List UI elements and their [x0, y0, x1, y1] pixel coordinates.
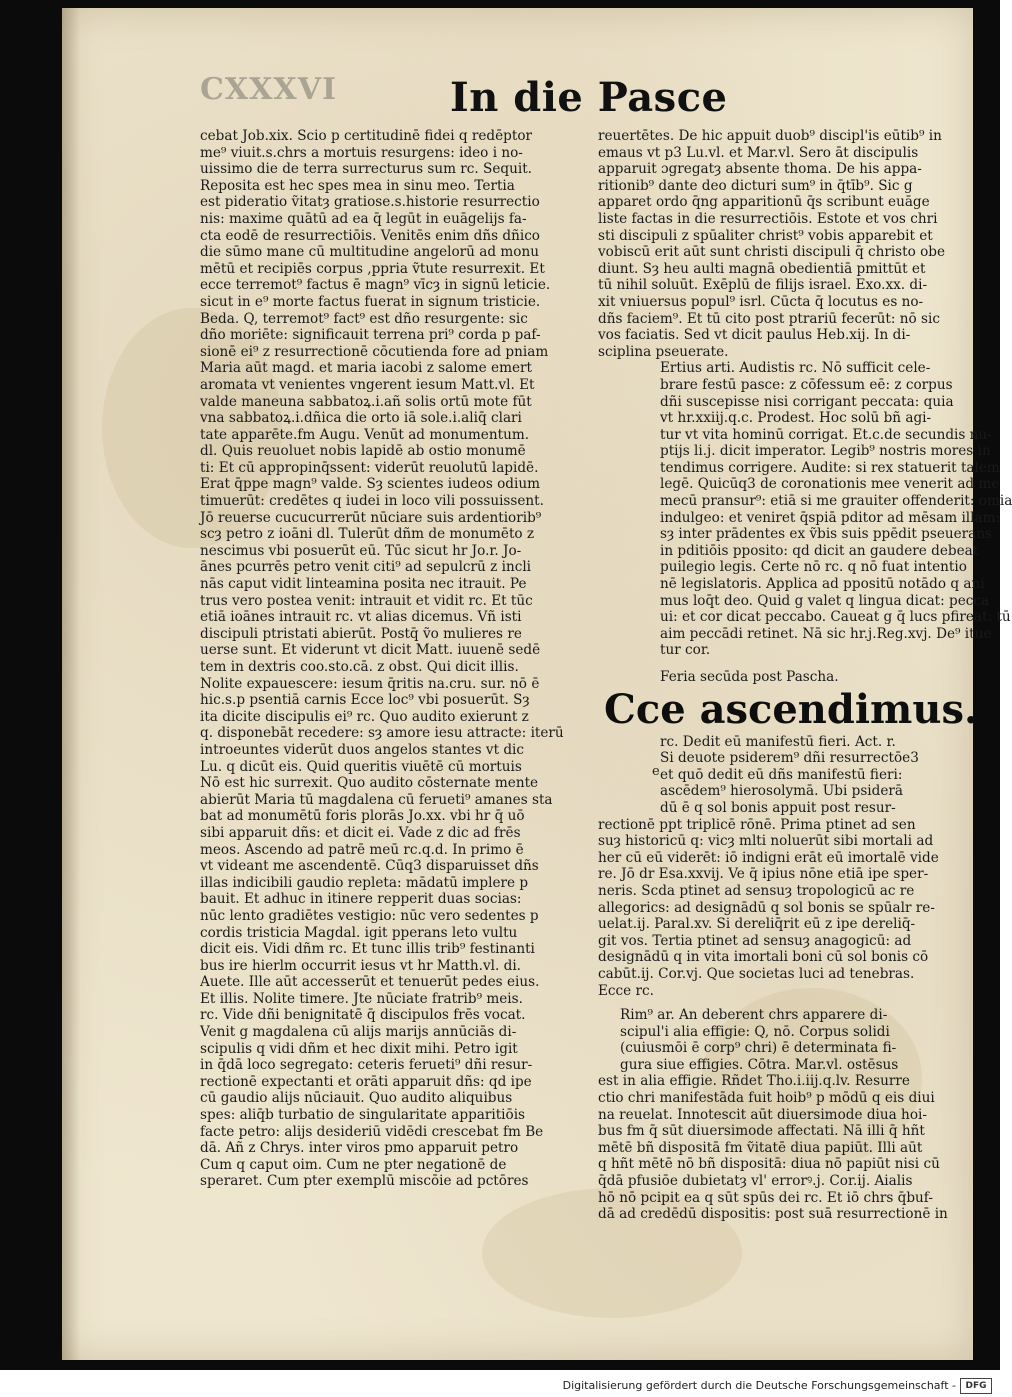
text-line: aim peccādi retinet. Nā sic hr.j.Reg.xvj. De⁹ itue	[660, 625, 992, 642]
text-line: Ecce rc.	[598, 982, 654, 999]
text-line: q hñt mētē nō bñ dispositā: diua nō papiūt nisi cū	[598, 1156, 940, 1173]
text-line: dicit eis. Vidi dñm rc. Et tunc illis trib⁹ festinanti	[200, 941, 535, 958]
text-line: nūc lento gradiētes vestigio: nūc vero sedentes p	[200, 907, 539, 924]
text-line: dñs faciem⁹. Et tū cito post ptrariū fecerūt: nō sic	[598, 310, 940, 327]
text-line: mētū et recipiēs corpus ,ppria ṽtute resurrexit. Et	[200, 260, 545, 277]
text-line: bus fm q̄ sūt diuersimode affectati. Nā illi q̄ hñt	[598, 1123, 925, 1140]
text-line: bus ire hierlm occurrit iesus vt hr Matth.vl. di.	[200, 957, 521, 974]
text-line: Rim⁹ ar. An deberent chrs apparere di-	[620, 1007, 888, 1024]
text-line: Cum q caput oim. Cum ne pter negationē de	[200, 1156, 507, 1173]
text-line: q̄dā pfusiōe dubietatȝ vl' errorꝰ.j. Cor.ij. Aialis	[598, 1173, 913, 1190]
text-line: facte petro: alijs desideriū vidēdi crescebat fm Be	[200, 1123, 544, 1140]
text-line: tū nihil soluūt. Exēplū de filijs israel. Exo.xx. di-	[598, 277, 928, 294]
text-line: est pideratio ṽitatȝ gratiose.s.historie resurrectio	[200, 194, 540, 211]
text-line: gura siue effigies. Cōtra. Mar.vl. ostēsus	[620, 1056, 899, 1073]
right-text-column	[598, 128, 1012, 1223]
text-line: Venit g magdalena cū alijs marijs annūciās di-	[200, 1024, 517, 1041]
text-line: vt videant me ascendentē. Cūq3 disparuisset dñs	[200, 858, 539, 875]
text-line: dñi suscepisse nisi corrigant peccata: quia	[660, 393, 954, 410]
text-line: diunt. Sȝ heu aulti magnā obedientiā pmittūt et	[598, 260, 926, 277]
text-line: tendimus corrigere. Audite: si rex statuerit talem	[660, 459, 1000, 476]
text-line: tur vt vita hominū corrigat. Et.c.de secundis nu-	[660, 426, 992, 443]
text-line: apparuit ɔgregatȝ absente thoma. De his appa-	[598, 161, 922, 178]
text-line: ui: et cor dicat peccabo. Caueat g q̄ lucs pfireat: tū	[660, 609, 1011, 626]
text-line: est in alia effigie. Rñdet Tho.i.iij.q.lv. Resurre	[598, 1073, 910, 1090]
text-line: tate apparēte.fm Augu. Venūt ad monumentum.	[200, 426, 530, 443]
text-line: uissimo die de terra surrecturus sum rc. Sequit.	[200, 161, 533, 178]
text-line: q. disponebāt recedere: sȝ amore iesu attracte: iterū	[200, 725, 564, 742]
text-line: spes: aliq̄b turbatio de singularitate apparitiōis	[200, 1107, 526, 1124]
text-line: dl. Quis reuoluet nobis lapidē ab ostio monumē	[200, 443, 526, 460]
text-line: uerse sunt. Et viderunt vt dicit Matt. iuuenē sedē	[200, 642, 541, 659]
text-line: sȝ inter prādentes ex ṽbis suis ppēdit pseuerans	[660, 526, 992, 543]
right-column-tertius-block	[598, 360, 1012, 659]
text-line: scȝ petro z ioāni dl. Tulerūt dñm de monumēto z	[200, 526, 535, 543]
text-line: nescimus vbi posuerūt eū. Tūc sicut hr Jo.r. Jo-	[200, 542, 522, 559]
text-line: cū gaudio alijs nūciauit. Quo audito aliquibus	[200, 1090, 513, 1107]
text-line: rc. Vide dñi benignitatē q̄ discipulos frēs vocat.	[200, 1007, 526, 1024]
text-line: cebat Job.xix. Scio p certitudinē fidei q redēptor	[200, 128, 533, 144]
text-line: vna sabbatoꝝ.i.dñica die orto iā sole.i.aliq̄ clari	[200, 410, 522, 427]
text-line: rc. Dedit eū manifestū fieri. Act. r.	[660, 733, 896, 750]
text-line: cordis tristicia Magdal. igit pperans leto vultu	[200, 924, 518, 941]
text-line: ānes pcurrēs petro venit citi⁹ ad sepulcrū z incli	[200, 559, 532, 576]
text-line: apparet ordo q̄ng apparitionū q̄s scribunt euāge	[598, 194, 930, 211]
text-line: scipul'i alia effigie: Q, nō. Corpus solidi	[620, 1023, 890, 1040]
text-line: die sūmo mane cū multitudine angelorū ad monu	[200, 244, 539, 261]
text-line: rectionē ppt triplicē rōnē. Prima ptinet ad sen	[598, 816, 916, 833]
text-line: tem in dextris coo.sto.cā. z obst. Qui dicit illis.	[200, 659, 519, 675]
right-column-question-block	[598, 1007, 960, 1223]
text-line: mētē bñ dispositā fm ṽitatē diua papiūt. Illi aūt	[598, 1139, 923, 1156]
text-line: mus loq̄t deo. Quid g valet q lingua dicat: pecca	[660, 592, 990, 609]
text-line: indulgeo: et veniret q̄spiā pditor ad mēsam illam:	[660, 509, 1001, 526]
text-line: xit vniuersus popul⁹ isrl. Cūcta q̄ locutus es no-	[598, 293, 924, 310]
text-line: na reuelat. Innotescit aūt diuersimode diua hoi-	[598, 1106, 927, 1123]
text-line: ita dicite discipulis ei⁹ rc. Quo audito exierunt z	[200, 708, 529, 725]
text-line: dā. Añ z Chrys. inter viros pmo apparuit petro	[200, 1140, 519, 1157]
text-line: nis: maxime quātū ad ea q̄ legūt in euāgelijs fa-	[200, 210, 527, 227]
folio-number: CXXXVI	[200, 72, 338, 107]
text-line: sionē ei⁹ z resurrectionē cōcutienda fore ad pniam	[200, 343, 549, 360]
running-head: In die Pasce	[450, 74, 728, 121]
text-line: valde maneuna sabbatoꝝ.i.añ solis ortū mote fūt	[200, 393, 532, 410]
text-line: sciplina pseuerate.	[598, 343, 729, 360]
footer-credit: Digitalisierung gefördert durch die Deutsche Forschungsgemeinschaft -	[562, 1379, 956, 1392]
text-line: Beda. Q, terremot⁹ fact⁹ est dño resurgente: sic	[200, 310, 528, 327]
text-line: puilegio legis. Certe nō rc. q nō fuat intentio	[660, 559, 967, 576]
text-line: Et illis. Nolite timere. Jte nūciate fratrib⁹ meis.	[200, 990, 523, 1007]
dfg-logo: DFG	[960, 1378, 992, 1394]
text-line: Reposita est hec spes mea in sinu meo. Tertia	[200, 177, 515, 194]
text-line: nē legislatoris. Applica ad ppositū notādo q ani	[660, 576, 985, 593]
text-line: in q̄dā loco segregato: ceteris ferueti⁹ dñi resur-	[200, 1057, 533, 1074]
text-line: allegorics: ad designādū q sol bonis se spūalr re-	[598, 899, 935, 916]
big-initial-heading: Cce ascendimus.	[604, 685, 978, 733]
text-line: scipulis q vidi dñm et hec dixit mihi. Petro igit	[200, 1040, 518, 1057]
page-gutter-shadow	[62, 8, 80, 1360]
text-line: dū ē q sol bonis appuit post resur-	[660, 799, 896, 816]
text-line: vt hr.xxiij.q.c. Prodest. Hoc solū bñ agi-	[660, 410, 932, 427]
text-line: legē. Quicūq3 de coronationis mee venerit ad me	[660, 476, 1000, 493]
text-line: brare festū pasce: z cōfessum eē: z corpus	[660, 376, 953, 393]
text-line: ctio chri manifestāda fuit hoib⁹ p mōdū q eis diui	[598, 1090, 935, 1107]
text-line: speraret. Cum pter exemplū miscōie ad pctōres	[200, 1173, 529, 1190]
text-line: trus vero postea venit: intrauit et vidit rc. Et tūc	[200, 592, 533, 609]
text-line: (cuiusmōi ē corp⁹ chri) ē determinata fi-	[620, 1040, 897, 1057]
text-line: in pditiōis pposito: qd dicit an gaudere debeat	[660, 542, 979, 559]
text-line: ecce terremot⁹ factus ē magn⁹ vīcȝ in signū leticie.	[200, 277, 551, 294]
right-column-top-block	[598, 128, 960, 360]
text-line: ptijs li.j. dicit imperator. Legib⁹ nostris mores in	[660, 443, 991, 460]
text-line: Nō est hic surrexit. Quo audito cōsternate mente	[200, 775, 539, 792]
text-line: hic.s.p psentiā carnis Ecce loc⁹ vbi posuerūt. Sȝ	[200, 692, 530, 709]
text-line: etiā ioānes intrauit rc. vt alias dicemus. Vñ isti	[200, 609, 522, 626]
text-line: sicut in e⁹ morte factus fuerat in signum tristicie.	[200, 293, 541, 310]
text-line: her cū eū viderēt: iō indigni erāt eū imortalē vide	[598, 849, 939, 866]
text-line: meos. Ascendo ad patrē meū rc.q.d. In primo ē	[200, 841, 524, 858]
text-line: Maria aūt magd. et maria iacobi z salome emert	[200, 360, 532, 377]
text-line: Si deuote psiderem⁹ dñi resurrectōe3	[660, 750, 919, 767]
text-line: rectionē expectanti et orāti apparuit dñs: qd ipe	[200, 1073, 532, 1090]
text-line: ritionib⁹ dante deo dicturi sum⁹ in q̄tīb⁹. Sic g	[598, 177, 913, 194]
text-line: Nolite expauescere: iesum q̄ritis na.cru. sur. nō ē	[200, 675, 540, 692]
text-line: designādū q in vita imortali boni cū sol bonis cō	[598, 949, 929, 966]
text-line: Jō reuerse cucucurrerūt nūciare suis ardentiorib⁹	[200, 509, 542, 526]
text-line: illas indicibili gaudio repleta: mādatū implere p	[200, 874, 529, 891]
text-line: tur cor.	[660, 642, 711, 659]
text-line: suȝ historicū q: vicȝ mlti noluerūt sibi mortali ad	[598, 833, 934, 850]
text-line: ascēdem⁹ hierosolymā. Ubi psiderā	[660, 783, 904, 800]
text-line: introeuntes viderūt duos angelos stantes vt dic	[200, 741, 525, 758]
text-line: re. Jō dr Esa.xxvij. Ve q̄ ipius nōne etiā ipe sper-	[598, 866, 929, 883]
text-line: dño moriēte: significauit terrena pri⁹ corda p paf-	[200, 327, 541, 344]
text-line: et quō dedit eū dñs manifestū fieri:	[660, 766, 903, 783]
text-line: vos faciatis. Sed vt dicit paulus Heb.xij. In di-	[598, 327, 911, 344]
text-line: bat ad monumētū foris plorās Jo.xx. vbi hr q̄ uō	[200, 808, 525, 825]
text-line: Erat q̄ppe magn⁹ valde. Sȝ scientes iudeos odium	[200, 476, 540, 493]
text-line: liste factas in die resurrectiōis. Estote et vos chri	[598, 210, 938, 227]
text-line: nās caput vidit linteamina posita nec itrauit. Pe	[200, 576, 527, 593]
text-line: ti: Et cū appropinq̄ssent: viderūt reuolutū lapidē.	[200, 459, 539, 476]
text-line: abierūt Maria tū magdalena cū ferueti⁹ amanes sta	[200, 791, 553, 808]
text-line: Ertius arti. Audistis rc. Nō sufficit cele-	[660, 360, 931, 377]
text-line: git vos. Tertia ptinet ad sensuȝ anagogicū: ad	[598, 932, 912, 949]
text-line: cta eodē de resurrectiōis. Venitēs enim dñs dñico	[200, 227, 540, 244]
text-line: emaus vt p3 Lu.vl. et Mar.vl. Sero āt discipulis	[598, 144, 919, 161]
text-line: timuerūt: credētes q iudei in loco vili possuissent.	[200, 493, 544, 510]
feria-heading: Feria secūda post Pascha.	[660, 669, 839, 685]
left-text-column	[200, 128, 595, 1190]
text-line: neris. Scda ptinet ad sensuȝ tropologicū ac re	[598, 882, 915, 899]
text-line: Auete. Ille aūt accesserūt et tenuerūt pedes eius.	[200, 974, 540, 991]
text-line: aromata vt venientes vngerent iesum Matt.vl. Et	[200, 376, 535, 393]
text-line: hō nō pcipit ea q sūt spūs dei rc. Et iō chrs q̄buf-	[598, 1189, 933, 1206]
text-line: sti discipuli z spūaliter christ⁹ vobis apparebit et	[598, 227, 933, 244]
text-line: discipuli ptristati abierūt. Postq̄ ṽo mulieres re	[200, 625, 522, 642]
text-line: Lu. q dicūt eis. Quid queritis viuētē cū mortuis	[200, 758, 522, 775]
text-line: uelat.ij. Paral.xv. Si dereliq̄rit eū z ipe dereliq̄-	[598, 916, 916, 933]
text-line: me⁹ viuit.s.chrs a mortuis resurgens: ideo i no-	[200, 144, 523, 161]
text-line: sibi apparuit dñs: et dicit ei. Vade z dic ad frēs	[200, 824, 521, 841]
text-line: cabūt.ij. Cor.vj. Que societas luci ad tenebras.	[598, 965, 915, 982]
text-line: reuertētes. De hic appuit duob⁹ discipl'is eūtib⁹ in	[598, 128, 942, 144]
text-line: vobiscū erit aūt sunt christi discipuli q̄ christo obe	[598, 244, 946, 261]
text-line: dā ad credēdū dispositis: post suā resurrectionē in	[598, 1206, 948, 1223]
marginal-letter: e	[652, 764, 660, 779]
text-line: bauit. Et adhuc in itinere repperit duas socias:	[200, 891, 522, 908]
text-line: mecū pransur⁹: etiā si me grauiter offenderit: omia	[660, 493, 1012, 510]
